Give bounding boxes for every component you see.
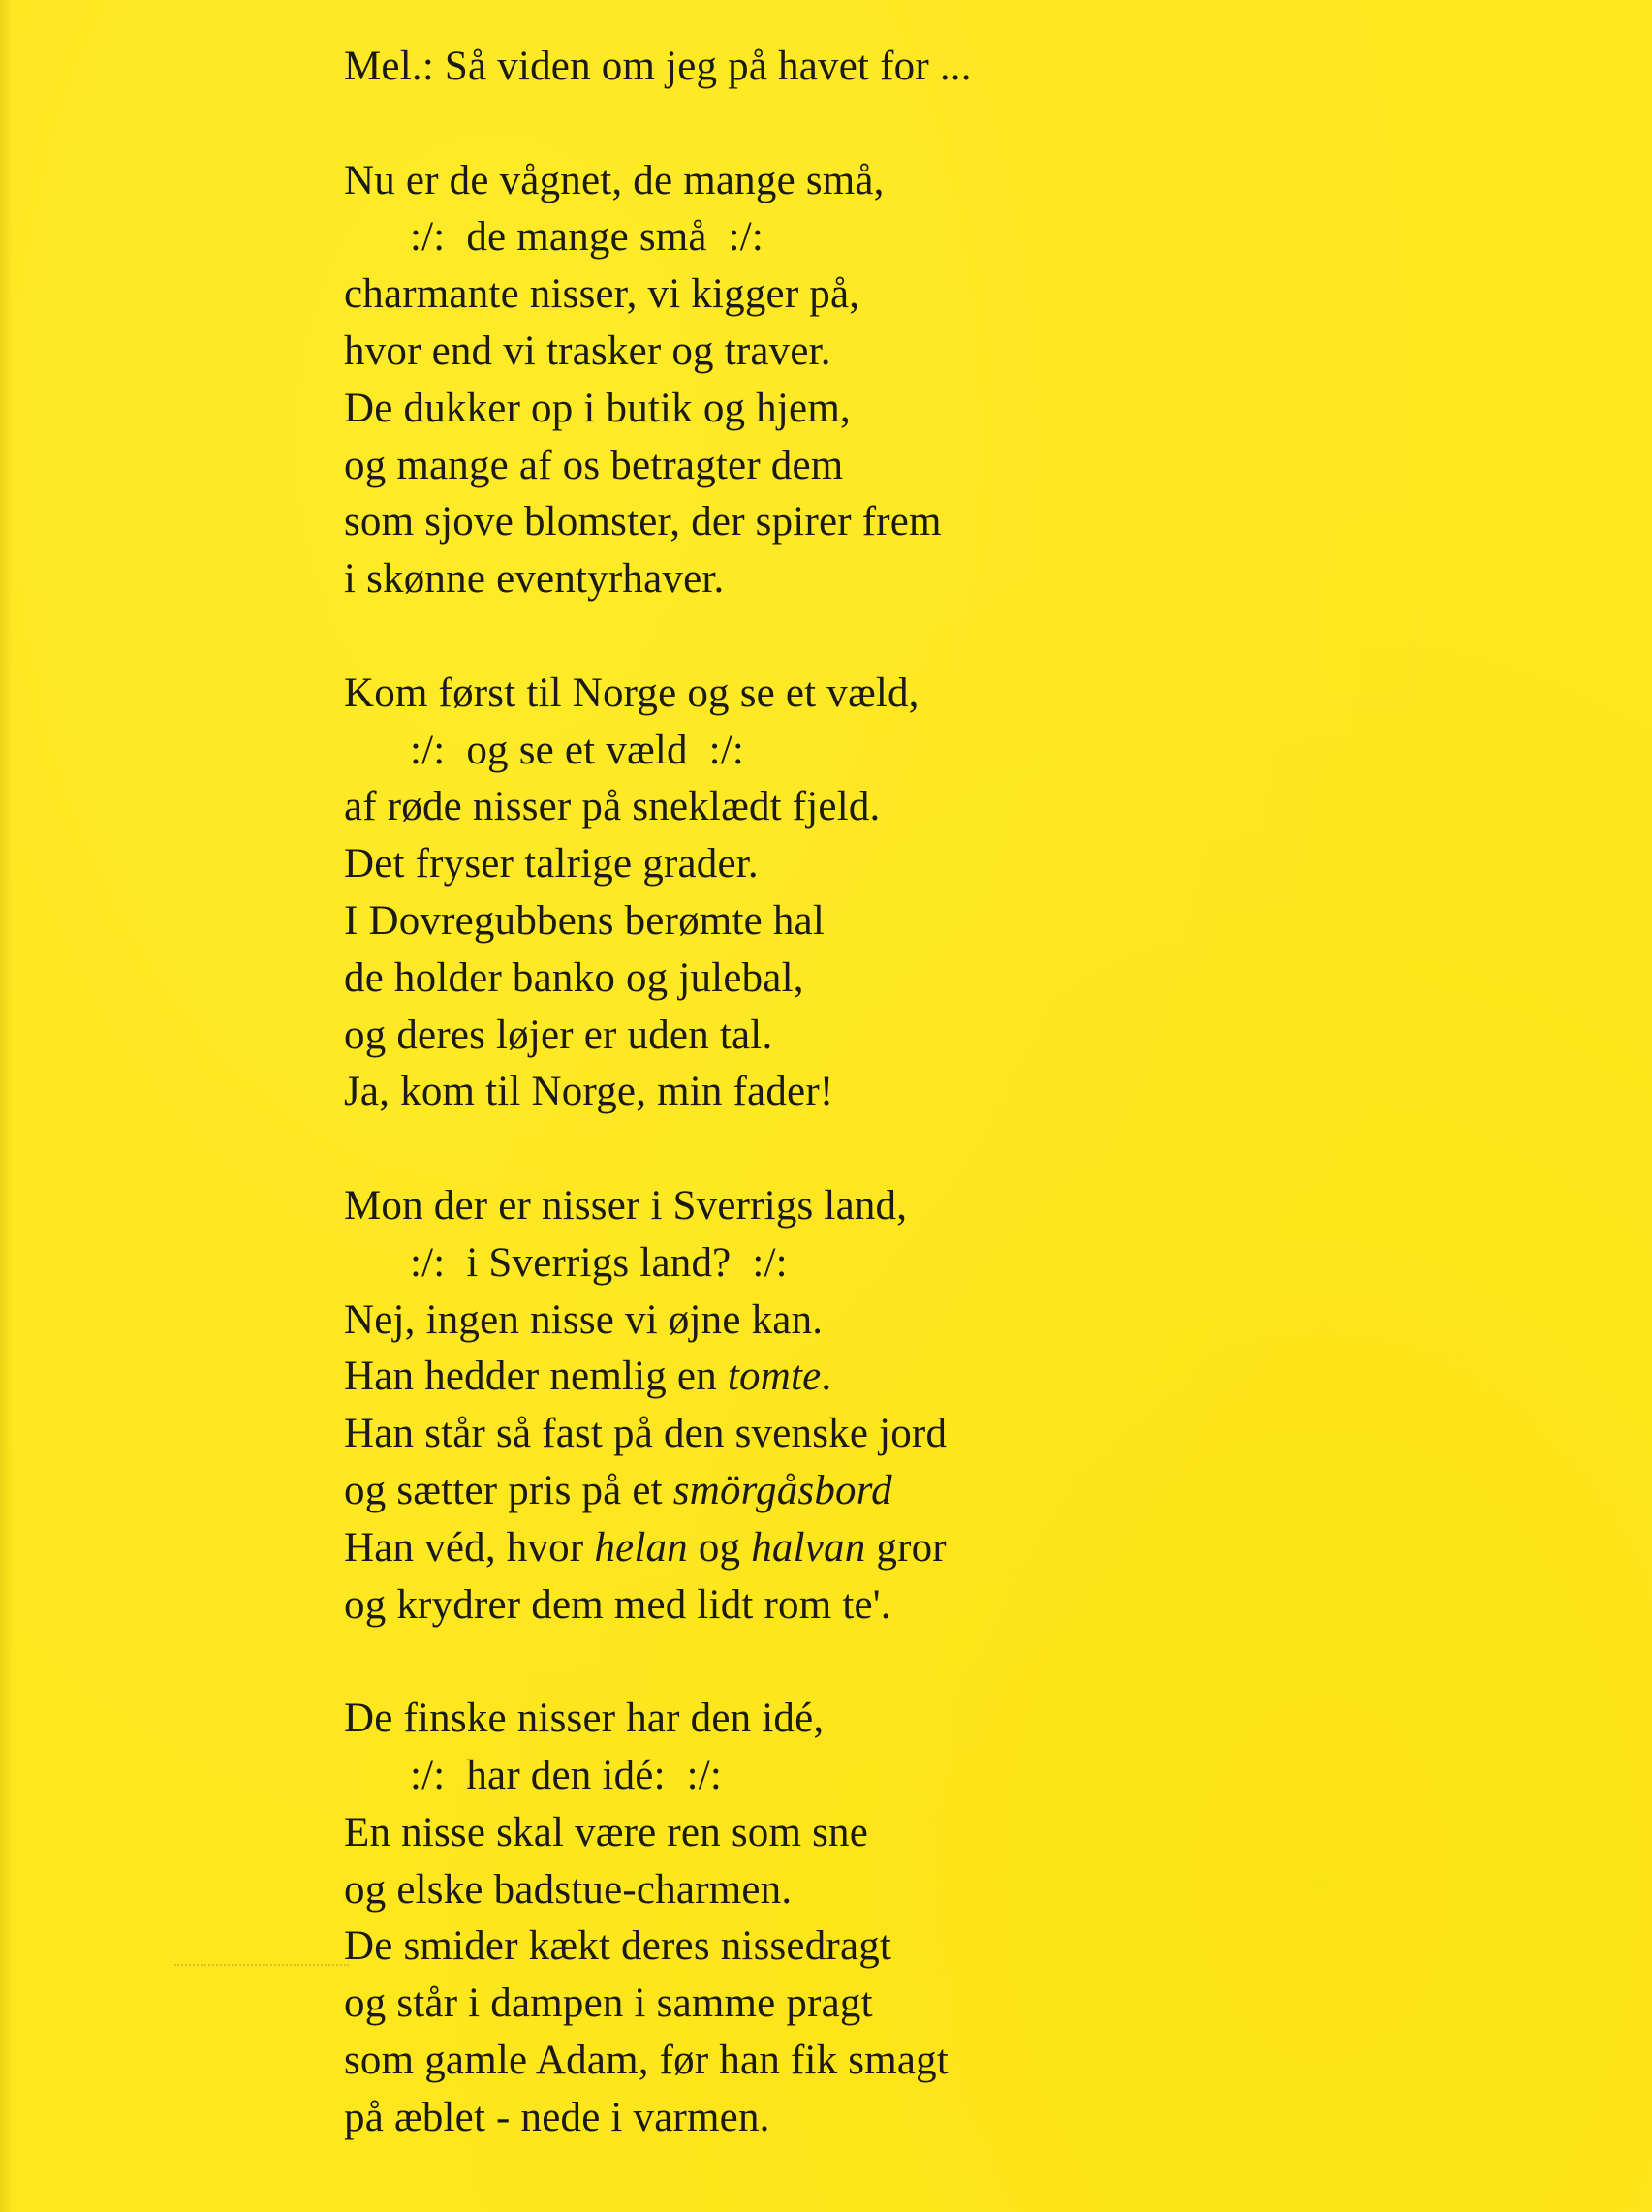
verse-line: i skønne eventyrhaver. [344, 556, 725, 603]
verse-line [344, 1520, 1507, 1577]
italic-word-tomte: tomte [727, 1354, 822, 1400]
italic-word-helan: helan [594, 1524, 688, 1571]
stanza-gap [344, 1634, 1507, 1691]
verse-line: og mange af os betragter dem [344, 442, 844, 488]
verse-line: charmante nisser, vi kigger på, [344, 271, 860, 318]
line-text: gror [865, 1524, 947, 1571]
line-text: Han véd, hvor [344, 1524, 595, 1571]
verse-line: Kom først til Norge og se et væld, [344, 670, 920, 716]
verse-2 [344, 666, 1507, 1121]
verse-line [344, 1349, 1507, 1406]
verse-line: og deres løjer er uden tal. [344, 1012, 773, 1058]
verse-line: Ja, kom til Norge, min fader! [344, 1069, 834, 1115]
stanza-gap [344, 96, 1507, 153]
verse-line: En nisse skal være ren som sne [344, 1809, 869, 1855]
verse-line: og krydrer dem med lidt rom te'. [344, 1581, 891, 1628]
melody-line: Mel.: Så viden om jeg på havet for ... [344, 44, 972, 89]
verse-line: som gamle Adam, før han fik smagt [344, 2037, 950, 2083]
verse-line: Han står så fast på den svenske jord [344, 1411, 948, 1457]
verse-line: De dukker op i butik og hjem, [344, 385, 851, 431]
verse-line: Det fryser talrige grader. [344, 841, 759, 888]
verse-line: som sjove blomster, der spirer frem [344, 499, 942, 545]
italic-word-smorgasbord: smörgåsbord [672, 1467, 892, 1513]
verse-line: De smider kækt deres nissedragt [344, 1923, 892, 1970]
verse-line: og elske badstue-charmen. [344, 1866, 793, 1913]
refrain-line: :/: i Sverrigs land? :/: [410, 1239, 788, 1286]
refrain-line: :/: og se et væld :/: [410, 727, 745, 773]
verse-line: de holder banko og julebal, [344, 954, 804, 1001]
song-text [344, 39, 1507, 2146]
verse-line: Nej, ingen nisse vi øjne kan. [344, 1296, 824, 1343]
verse-line: Nu er de vågnet, de mange små, [344, 157, 885, 203]
refrain-line: :/: de mange små :/: [410, 214, 764, 261]
verse-line: af røde nisser på sneklædt fjeld. [344, 784, 881, 830]
verse-line: og står i dampen i samme pragt [344, 1980, 873, 2027]
verse-line [344, 1463, 1507, 1520]
verse-line: på æblet - nede i varmen. [344, 2094, 770, 2140]
line-text: og sætter pris på et [344, 1467, 673, 1513]
verse-line: I Dovregubbens berømte hal [344, 897, 825, 944]
verse-line: Mon der er nisser i Sverrigs land, [344, 1182, 908, 1229]
verse-4 [344, 1691, 1507, 2146]
verse-3 [344, 1178, 1507, 1634]
stanza-gap [344, 1121, 1507, 1178]
faint-paper-mark [174, 1964, 349, 1966]
verse-line: De finske nisser har den idé, [344, 1696, 825, 1742]
page-edge-shadow [0, 0, 14, 2212]
line-text: Han hedder nemlig en [344, 1354, 728, 1400]
line-text: . [821, 1354, 832, 1400]
refrain-line: :/: har den idé: :/: [410, 1752, 723, 1798]
line-text: og [687, 1524, 752, 1571]
verse-1 [344, 153, 1507, 608]
verse-line: hvor end vi trasker og traver. [344, 327, 831, 374]
italic-word-halvan: halvan [751, 1524, 866, 1571]
stanza-gap [344, 608, 1507, 666]
